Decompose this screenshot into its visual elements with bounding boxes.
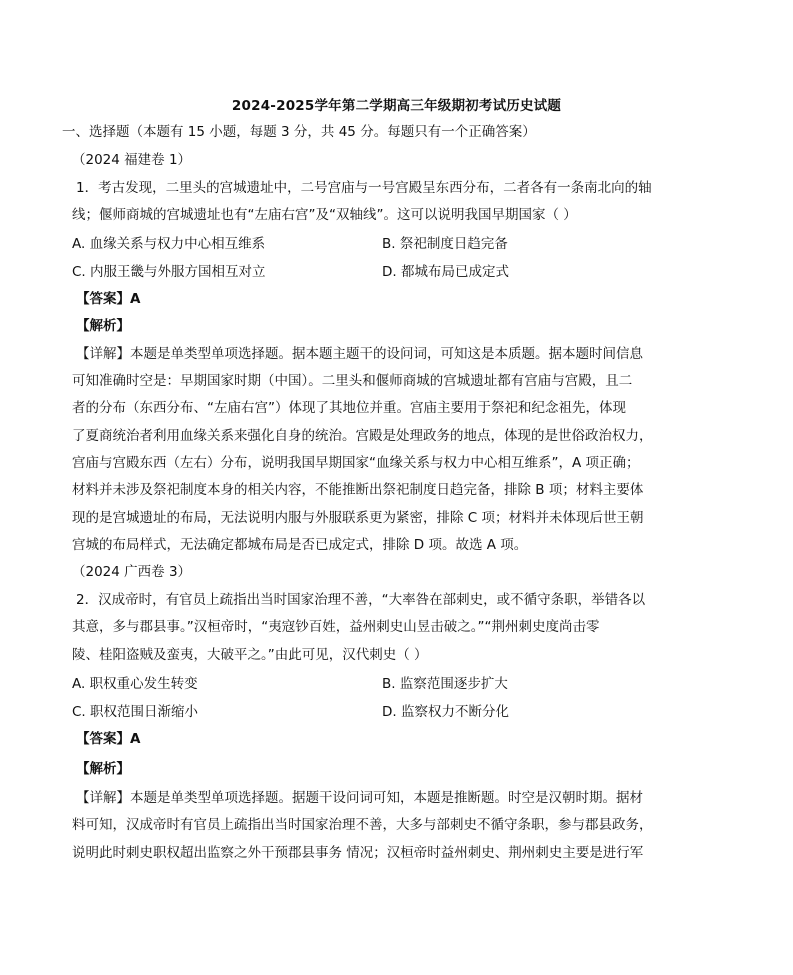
q1-source: （2024 福建卷 1） — [72, 152, 192, 168]
q2-analysis-label: 【解析】 — [76, 761, 130, 777]
q2-option-d: D. 监察权力不断分化 — [382, 704, 509, 720]
q1-option-a: A. 血缘关系与权力中心相互维系 — [72, 236, 266, 252]
q2-option-b: B. 监察范围逐步扩大 — [382, 676, 508, 692]
q2-stem-line3: 陵、桂阳盗贼及蛮夷，大破平之。”由此可见，汉代刺史（ ） — [72, 647, 428, 663]
q1-option-b: B. 祭祀制度日趋完备 — [382, 236, 508, 252]
q1-detail-line: 材料并未涉及祭祀制度本身的相关内容，不能推断出祭祀制度日趋完备，排除 B 项；材料主要体 — [72, 482, 644, 498]
q2-detail-line: 【详解】本题是单类型单项选择题。据题干设问词可知，本题是推断题。时空是汉朝时期。据材 — [76, 790, 643, 806]
q1-stem-line2: 线；偃师商城的宫城遗址也有“左庙右宫”及“双轴线”。这可以说明我国早期国家（ ） — [72, 207, 577, 223]
q1-stem-line1: 1．考古发现，二里头的宫城遗址中，二号宫庙与一号宫殿呈东西分布，二者各有一条南北向的轴 — [76, 180, 652, 196]
q2-detail-line: 料可知，汉成帝时有官员上疏指出当时国家治理不善，大多与部刺史不循守条职，参与郡县政务， — [72, 817, 653, 833]
exam-title: 2024-2025学年第二学期高三年级期初考试历史试题 — [231, 98, 562, 114]
q1-detail-line: 了夏商统治者利用血缘关系来强化自身的统治。宫殿是处理政务的地点，体现的是世俗政治权力， — [72, 428, 653, 444]
q1-option-c: C. 内服王畿与外服方国相互对立 — [72, 264, 266, 280]
section-heading: 一、选择题（本题有 15 小题，每题 3 分，共 45 分。每题只有一个正确答案） — [62, 124, 536, 140]
q2-stem-line2: 其意，多与郡县事。”汉桓帝时，“夷寇钞百姓，益州刺史山昱击破之。”“荆州刺史度尚击零 — [72, 619, 600, 635]
q1-detail-line: 可知准确时空是：早期国家时期（中国）。二里头和偃师商城的宫城遗址都有宫庙与宫殿，且二 — [72, 373, 633, 389]
q1-answer: 【答案】A — [76, 291, 141, 307]
q2-option-a: A. 职权重心发生转变 — [72, 676, 198, 692]
q2-source: （2024 广西卷 3） — [72, 564, 192, 580]
q2-answer: 【答案】A — [76, 731, 141, 747]
q1-detail-line: 者的分布（东西分布、“左庙右宫”）体现了其地位并重。宫庙主要用于祭祀和纪念祖先，体现 — [72, 400, 626, 416]
q1-detail-line: 现的是宫城遗址的布局，无法说明内服与外服联系更为紧密，排除 C 项；材料并未体现后世王朝 — [72, 510, 644, 526]
q2-option-c: C. 职权范围日渐缩小 — [72, 704, 199, 720]
q1-analysis-label: 【解析】 — [76, 318, 130, 334]
q2-detail-line: 说明此时刺史职权超出监察之外干预郡县事务 情况；汉桓帝时益州刺史、荆州刺史主要是进行军 — [72, 845, 644, 861]
q1-detail-line: 宫城的布局样式，无法确定都城布局是否已成定式，排除 D 项。故选 A 项。 — [72, 537, 528, 553]
q1-option-d: D. 都城布局已成定式 — [382, 264, 509, 280]
q1-detail-line: 【详解】本题是单类型单项选择题。据本题主题干的设问词，可知这是本质题。据本题时间信息 — [76, 346, 643, 362]
q2-stem-line1: 2．汉成帝时，有官员上疏指出当时国家治理不善，“大率咎在部刺史，或不循守条职，举错各以 — [76, 592, 646, 608]
q1-detail-line: 宫庙与宫殿东西（左右）分布，说明我国早期国家“血缘关系与权力中心相互维系”，A 项正确； — [72, 455, 640, 471]
